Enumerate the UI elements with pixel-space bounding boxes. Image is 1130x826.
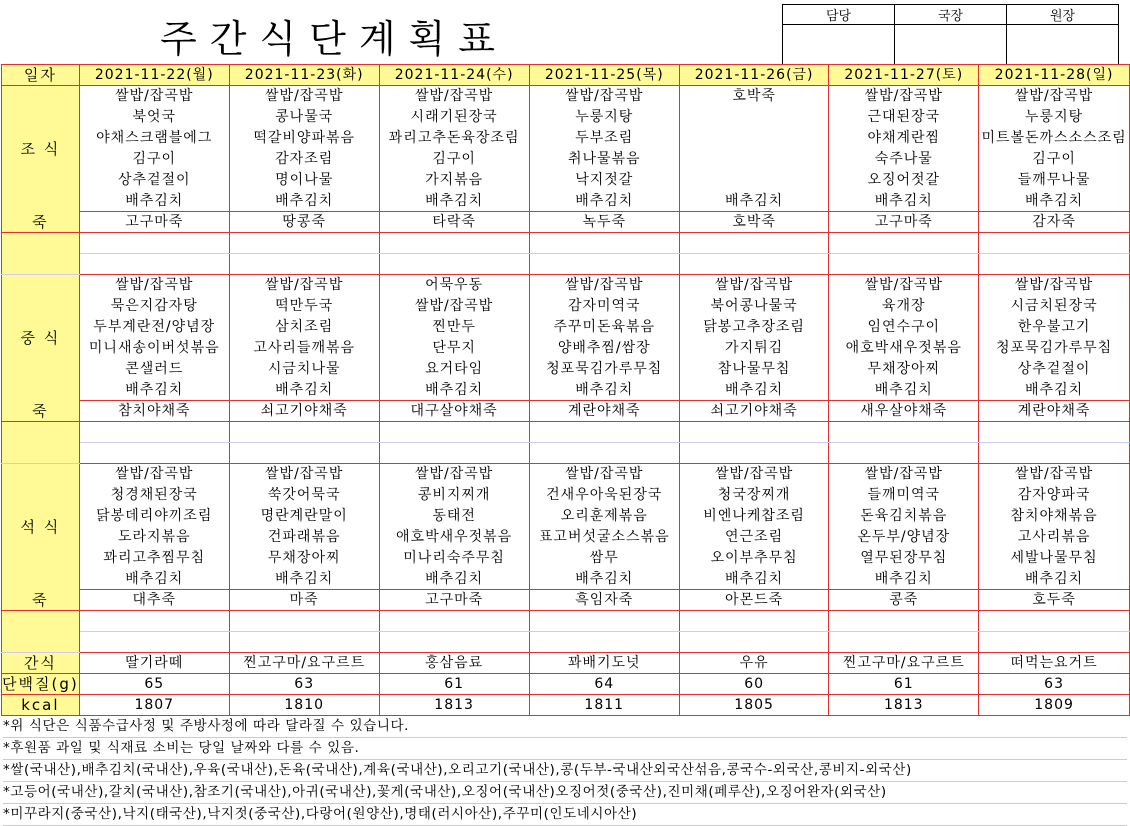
menu-item: 미니새송이버섯볶음 (79, 338, 229, 359)
menu-item: 쌀밥/잡곡밥 (79, 86, 229, 107)
snack-label: 간식 (2, 653, 80, 674)
porridge-item: 아몬드죽 (679, 590, 829, 611)
approval-sign-cell[interactable] (783, 25, 895, 65)
spacer-cell (379, 632, 529, 653)
menu-item: 쌀밥/잡곡밥 (79, 275, 229, 296)
spacer-cell (829, 443, 979, 464)
menu-item: 호박죽 (679, 86, 829, 107)
menu-item: 두부계란전/양념장 (79, 317, 229, 338)
menu-item: 쌀밥/잡곡밥 (979, 275, 1130, 296)
menu-item: 고사리들깨볶음 (229, 338, 379, 359)
approval-sign-cell[interactable] (1007, 25, 1119, 65)
spacer-label (2, 233, 80, 275)
protein-value: 63 (229, 674, 379, 695)
meal-label-dinner: 석 식 (2, 464, 80, 590)
snack-value: 떠먹는요거트 (979, 653, 1130, 674)
spacer-label (2, 611, 80, 653)
protein-value: 61 (829, 674, 979, 695)
menu-item: 쌀밥/잡곡밥 (529, 275, 679, 296)
spacer-cell (679, 422, 829, 443)
porridge-item: 흑임자죽 (529, 590, 679, 611)
porridge-item: 호박죽 (679, 212, 829, 233)
menu-item: 오이부추무침 (679, 548, 829, 569)
menu-item: 배추김치 (829, 191, 979, 212)
spacer-cell (79, 233, 229, 254)
menu-item: 배추김치 (229, 569, 379, 590)
spacer-cell (979, 611, 1130, 632)
snack-value: 딸기라떼 (79, 653, 229, 674)
porridge-label: 죽 (2, 590, 80, 611)
spacer-cell (229, 443, 379, 464)
menu-item: 청포묵김가루무침 (529, 359, 679, 380)
menu-item: 배추김치 (529, 569, 679, 590)
meal-label-lunch: 중 식 (2, 275, 80, 401)
menu-item: 쌀밥/잡곡밥 (679, 275, 829, 296)
menu-item: 배추김치 (79, 191, 229, 212)
spacer-cell (829, 632, 979, 653)
approval-col: 국장 (895, 5, 1007, 25)
kcal-value: 1807 (79, 695, 229, 716)
menu-item: 닭봉데리야끼조림 (79, 506, 229, 527)
menu-item: 동태전 (379, 506, 529, 527)
date-header: 2021-11-23(화) (229, 65, 379, 86)
menu-item: 배추김치 (379, 569, 529, 590)
menu-item: 낙지젓갈 (529, 170, 679, 191)
porridge-item: 타락죽 (379, 212, 529, 233)
porridge-item: 계란야채죽 (979, 401, 1130, 422)
porridge-item: 마죽 (229, 590, 379, 611)
porridge-item: 고구마죽 (79, 212, 229, 233)
menu-item: 배추김치 (79, 380, 229, 401)
menu-item: 주꾸미돈육볶음 (529, 317, 679, 338)
menu-item: 쌀밥/잡곡밥 (529, 86, 679, 107)
menu-item: 미나리숙주무침 (379, 548, 529, 569)
spacer-cell (829, 611, 979, 632)
porridge-item: 쇠고기야채죽 (229, 401, 379, 422)
menu-item (679, 107, 829, 128)
page-title: 주간식단계획표 (160, 17, 508, 61)
menu-item: 쌀밥/잡곡밥 (229, 275, 379, 296)
kcal-value: 1813 (829, 695, 979, 716)
menu-item: 김구이 (979, 149, 1130, 170)
menu-item: 들깨무나물 (979, 170, 1130, 191)
menu-item: 근대된장국 (829, 107, 979, 128)
protein-value: 65 (79, 674, 229, 695)
spacer-cell (679, 443, 829, 464)
menu-item: 감자조림 (229, 149, 379, 170)
menu-item: 감자미역국 (529, 296, 679, 317)
date-header: 2021-11-27(토) (829, 65, 979, 86)
menu-item: 무채장아찌 (829, 359, 979, 380)
menu-item: 누룽지탕 (979, 107, 1130, 128)
menu-item (679, 128, 829, 149)
notes-section (3, 716, 1127, 826)
menu-item: 건파래볶음 (229, 527, 379, 548)
menu-item: 배추김치 (829, 569, 979, 590)
spacer-cell (829, 422, 979, 443)
menu-item: 콩나물국 (229, 107, 379, 128)
menu-item: 명란계란말이 (229, 506, 379, 527)
menu-item: 명이나물 (229, 170, 379, 191)
date-header-label: 일자 (2, 65, 80, 86)
menu-item: 쌀밥/잡곡밥 (379, 86, 529, 107)
menu-item: 참치야채볶음 (979, 506, 1130, 527)
date-header: 2021-11-22(월) (79, 65, 229, 86)
snack-value: 꽈배기도넛 (529, 653, 679, 674)
menu-item: 배추김치 (529, 380, 679, 401)
protein-label: 단백질(g) (2, 675, 79, 693)
menu-item: 꽈리고추돈육장조림 (379, 128, 529, 149)
spacer-cell (379, 233, 529, 254)
menu-table (1, 64, 1130, 716)
menu-item: 쌀밥/잡곡밥 (829, 275, 979, 296)
porridge-item: 대추죽 (79, 590, 229, 611)
menu-item: 무채장아찌 (229, 548, 379, 569)
note-line: *쌀(국내산),배추김치(국내산),우육(국내산),돈육(국내산),계육(국내산),오리고기(국내산),콩(두부-국내산외국산섞음,콩국수-외국산,콩비지-외국산) (3, 760, 1127, 782)
porridge-item: 새우살야채죽 (829, 401, 979, 422)
menu-item: 배추김치 (379, 191, 529, 212)
menu-item: 콘샐러드 (79, 359, 229, 380)
menu-item (679, 149, 829, 170)
menu-item: 쌀밥/잡곡밥 (829, 464, 979, 485)
protein-value: 60 (679, 674, 829, 695)
menu-item: 숙주나물 (829, 149, 979, 170)
menu-item: 온두부/양념장 (829, 527, 979, 548)
menu-item: 어묵우동 (379, 275, 529, 296)
menu-item: 쌀밥/잡곡밥 (379, 296, 529, 317)
menu-item: 쌀밥/잡곡밥 (979, 464, 1130, 485)
menu-item: 배추김치 (679, 380, 829, 401)
spacer-cell (529, 443, 679, 464)
menu-item (679, 170, 829, 191)
spacer-cell (379, 443, 529, 464)
note-line: *미꾸라지(중국산),낙지(태국산),낙지젓(중국산),다랑어(원양산),명태(러시아산),주꾸미(인도네시아산) (3, 804, 1127, 826)
menu-item: 떡만두국 (229, 296, 379, 317)
spacer-cell (829, 233, 979, 254)
menu-item: 시래기된장국 (379, 107, 529, 128)
spacer-cell (679, 254, 829, 275)
snack-value: 찐고구마/요구르트 (229, 653, 379, 674)
porridge-item: 참치야채죽 (79, 401, 229, 422)
approval-col: 원장 (1007, 5, 1119, 25)
spacer-cell (679, 611, 829, 632)
spacer-cell (529, 254, 679, 275)
note-line: *고등어(국내산),갈치(국내산),참조기(국내산),아귀(국내산),꽃게(국내산),오징어(국내산)오징어젓(중국산),진미채(페루산),오징어완자(외국산) (3, 782, 1127, 804)
menu-item: 김구이 (379, 149, 529, 170)
menu-item: 감자양파국 (979, 485, 1130, 506)
kcal-label: kcal (2, 695, 80, 716)
snack-value: 홍삼음료 (379, 653, 529, 674)
menu-item: 고사리볶음 (979, 527, 1130, 548)
menu-item: 돈육김치볶음 (829, 506, 979, 527)
snack-value: 찐고구마/요구르트 (829, 653, 979, 674)
menu-item: 떡갈비양파볶음 (229, 128, 379, 149)
spacer-cell (679, 233, 829, 254)
menu-item: 쌀밥/잡곡밥 (379, 464, 529, 485)
menu-item: 쌀밥/잡곡밥 (979, 86, 1130, 107)
menu-item: 요거타임 (379, 359, 529, 380)
porridge-item: 호두죽 (979, 590, 1130, 611)
menu-item: 닭봉고추장조림 (679, 317, 829, 338)
menu-item: 상추겉절이 (79, 170, 229, 191)
protein-value: 64 (529, 674, 679, 695)
spacer-cell (229, 422, 379, 443)
date-header: 2021-11-28(일) (979, 65, 1130, 86)
spacer-cell (379, 254, 529, 275)
porridge-label: 죽 (2, 401, 80, 422)
menu-item: 쌀밥/잡곡밥 (79, 464, 229, 485)
spacer-cell (79, 422, 229, 443)
spacer-cell (979, 443, 1130, 464)
spacer-cell (529, 233, 679, 254)
porridge-item: 쇠고기야채죽 (679, 401, 829, 422)
menu-item: 미트볼돈까스소스조림 (979, 128, 1130, 149)
menu-item: 청국장찌개 (679, 485, 829, 506)
menu-item: 배추김치 (79, 569, 229, 590)
spacer-cell (529, 632, 679, 653)
note-line: *후원품 과일 및 식재료 소비는 당일 날짜와 다를 수 있음. (3, 738, 1127, 760)
porridge-item: 녹두죽 (529, 212, 679, 233)
spacer-cell (229, 233, 379, 254)
spacer-cell (229, 254, 379, 275)
menu-item: 배추김치 (679, 191, 829, 212)
spacer-cell (979, 422, 1130, 443)
menu-item: 쌀밥/잡곡밥 (679, 464, 829, 485)
spacer-cell (79, 632, 229, 653)
menu-item: 북어콩나물국 (679, 296, 829, 317)
kcal-value: 1809 (979, 695, 1130, 716)
porridge-item: 고구마죽 (379, 590, 529, 611)
menu-item: 쑥갓어묵국 (229, 485, 379, 506)
protein-value: 63 (979, 674, 1130, 695)
note-line: *위 식단은 식품수급사정 및 주방사정에 따라 달라질 수 있습니다. (3, 716, 1127, 738)
spacer-cell (679, 632, 829, 653)
kcal-value: 1811 (529, 695, 679, 716)
spacer-cell (379, 422, 529, 443)
menu-item: 한우불고기 (979, 317, 1130, 338)
menu-item: 도라지볶음 (79, 527, 229, 548)
date-header: 2021-11-24(수) (379, 65, 529, 86)
menu-item: 쌀밥/잡곡밥 (829, 86, 979, 107)
menu-item: 배추김치 (379, 380, 529, 401)
menu-item: 배추김치 (229, 380, 379, 401)
porridge-label: 죽 (2, 212, 80, 233)
spacer-cell (379, 611, 529, 632)
porridge-item: 땅콩죽 (229, 212, 379, 233)
menu-item: 애호박새우젓볶음 (379, 527, 529, 548)
menu-item: 야채스크램블에그 (79, 128, 229, 149)
menu-item: 두부조림 (529, 128, 679, 149)
menu-item: 꽈리고추찜무침 (79, 548, 229, 569)
date-header: 2021-11-25(목) (529, 65, 679, 86)
spacer-cell (979, 254, 1130, 275)
approval-sign-cell[interactable] (895, 25, 1007, 65)
protein-value: 61 (379, 674, 529, 695)
menu-item: 쌀밥/잡곡밥 (229, 464, 379, 485)
menu-item: 임연수구이 (829, 317, 979, 338)
kcal-value: 1805 (679, 695, 829, 716)
menu-item: 배추김치 (529, 191, 679, 212)
menu-item: 열무된장무침 (829, 548, 979, 569)
spacer-cell (229, 611, 379, 632)
menu-item: 야채계란찜 (829, 128, 979, 149)
menu-item: 시금치된장국 (979, 296, 1130, 317)
spacer-cell (979, 632, 1130, 653)
menu-item: 오징어젓갈 (829, 170, 979, 191)
menu-item: 배추김치 (229, 191, 379, 212)
approval-box (782, 4, 1119, 65)
menu-item: 쌀밥/잡곡밥 (529, 464, 679, 485)
porridge-item: 감자죽 (979, 212, 1130, 233)
menu-item: 상추겉절이 (979, 359, 1130, 380)
spacer-cell (79, 611, 229, 632)
menu-item: 표고버섯굴소스볶음 (529, 527, 679, 548)
menu-item: 북엇국 (79, 107, 229, 128)
spacer-cell (79, 443, 229, 464)
menu-item: 쌈무 (529, 548, 679, 569)
menu-item: 취나물볶음 (529, 149, 679, 170)
spacer-label (2, 422, 80, 464)
menu-item: 청포묵김가루무침 (979, 338, 1130, 359)
menu-item: 가지튀김 (679, 338, 829, 359)
menu-item: 참나물무침 (679, 359, 829, 380)
menu-item: 애호박새우젓볶음 (829, 338, 979, 359)
menu-item: 배추김치 (829, 380, 979, 401)
approval-col: 담당 (783, 5, 895, 25)
menu-item: 연근조림 (679, 527, 829, 548)
menu-item: 가지볶음 (379, 170, 529, 191)
menu-item: 콩비지찌개 (379, 485, 529, 506)
menu-item: 배추김치 (979, 380, 1130, 401)
snack-value: 우유 (679, 653, 829, 674)
menu-item: 묵은지감자탕 (79, 296, 229, 317)
porridge-item: 계란야채죽 (529, 401, 679, 422)
spacer-cell (829, 254, 979, 275)
menu-item: 김구이 (79, 149, 229, 170)
menu-item: 건새우아욱된장국 (529, 485, 679, 506)
menu-item: 배추김치 (979, 569, 1130, 590)
menu-item: 시금치나물 (229, 359, 379, 380)
menu-item: 단무지 (379, 338, 529, 359)
menu-item: 오리훈제볶음 (529, 506, 679, 527)
menu-item: 세발나물무침 (979, 548, 1130, 569)
menu-item: 쌀밥/잡곡밥 (229, 86, 379, 107)
menu-item: 배추김치 (679, 569, 829, 590)
porridge-item: 콩죽 (829, 590, 979, 611)
kcal-value: 1810 (229, 695, 379, 716)
porridge-item: 고구마죽 (829, 212, 979, 233)
menu-item: 양배추찜/쌈장 (529, 338, 679, 359)
menu-item: 청경채된장국 (79, 485, 229, 506)
date-header: 2021-11-26(금) (679, 65, 829, 86)
spacer-cell (529, 611, 679, 632)
menu-item: 육개장 (829, 296, 979, 317)
spacer-cell (229, 632, 379, 653)
spacer-cell (979, 233, 1130, 254)
meal-label-breakfast: 조 식 (2, 86, 80, 212)
menu-item: 들깨미역국 (829, 485, 979, 506)
spacer-cell (529, 422, 679, 443)
menu-item: 누룽지탕 (529, 107, 679, 128)
spacer-cell (79, 254, 229, 275)
porridge-item: 대구살야채죽 (379, 401, 529, 422)
menu-item: 비엔나케찹조림 (679, 506, 829, 527)
kcal-value: 1813 (379, 695, 529, 716)
menu-item: 찐만두 (379, 317, 529, 338)
menu-item: 삼치조림 (229, 317, 379, 338)
menu-item: 배추김치 (979, 191, 1130, 212)
